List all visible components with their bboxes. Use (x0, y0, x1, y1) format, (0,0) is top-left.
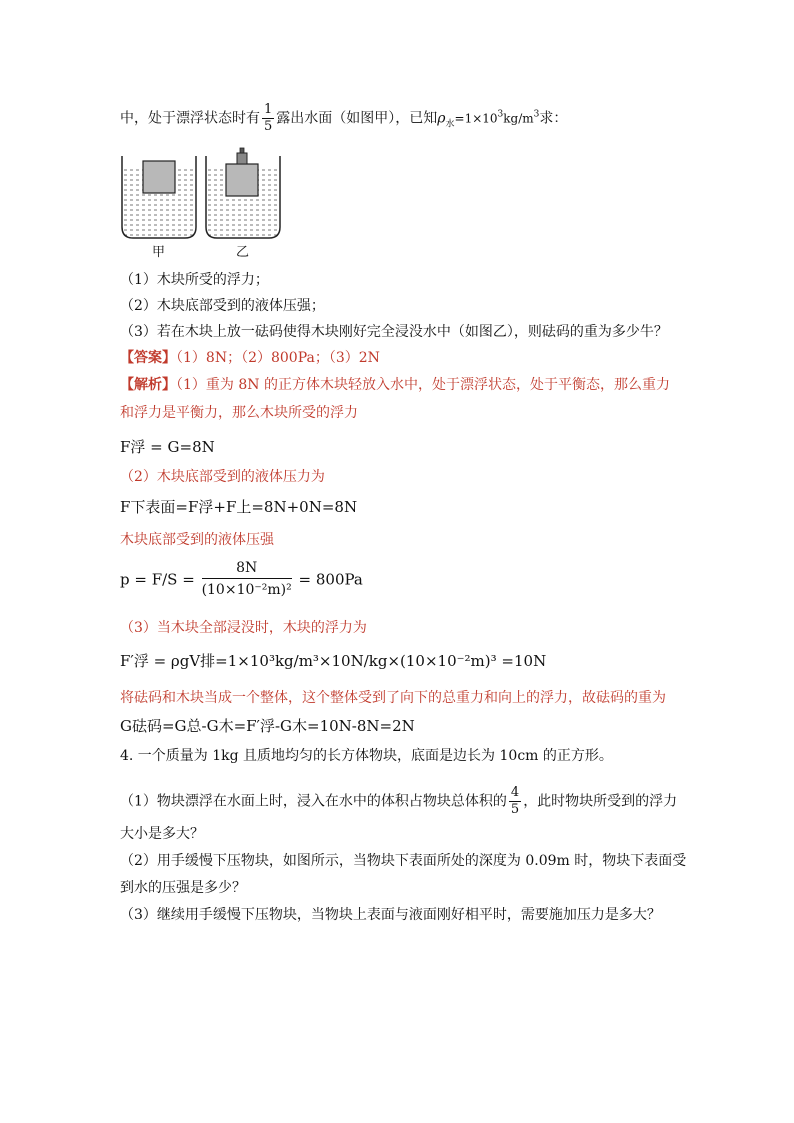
equation-1: F浮 = G=8N (120, 438, 215, 456)
p4q1-post: ，此时物块所受到的浮力 (523, 793, 678, 810)
intro-prefix: 中，处于漂浮状态时有 (120, 110, 260, 127)
beaker-figure (118, 143, 283, 263)
wood-block-a (143, 161, 175, 193)
q3-1: （1）木块所受的浮力； (120, 272, 269, 288)
analysis-line-6: 将砝码和木块当成一个整体，这个整体受到了向下的总重力和向上的浮力，故砝码的重为 (120, 690, 666, 706)
fraction-four-fifths (509, 785, 521, 818)
problem4-q1-cont: 大小是多大？ (120, 826, 204, 842)
rho-unit-exp: 3 (533, 109, 540, 120)
eq3-lhs: p = F/S = (120, 570, 195, 589)
fraction-one-fifth (262, 102, 274, 135)
equation-3 (120, 558, 363, 608)
analysis-text-1: （1）重为 8N 的正方体木块轻放入水中，处于漂浮状态，处于平衡态，那么重力 (176, 377, 670, 393)
answer-line (120, 348, 380, 368)
problem4-q3: （3）继续用手缓慢下压物块，当物块上表面与液面刚好相平时，需要施加压力是多大？ (120, 907, 661, 923)
problem4-q2a: （2）用手缓慢下压物块，如图所示，当物块下表面所处的深度为 0.09m 时，物块下表面受 (120, 853, 687, 869)
rho-symbol: ρ (437, 110, 446, 127)
eq3-den: (10×10⁻²m)² (201, 582, 292, 598)
equation-4: F′浮 = ρgV排=1×10³kg/m³×10N/kg×(10×10⁻²m)³ =10N (120, 652, 547, 670)
rho-exp: 3 (497, 109, 504, 120)
equation-5: G砝码=G总-G木=F′浮-G木=10N-8N=2N (120, 717, 415, 735)
beaker-b (206, 148, 280, 238)
analysis-line-5: （3）当木块全部浸没时，木块的浮力为 (120, 620, 367, 636)
frac-den: 5 (264, 119, 273, 134)
q3-3: （3）若在木块上放一砝码使得木块刚好完全浸没水中（如图乙），则砝码的重为多少牛？ (120, 324, 668, 340)
eq3-num: 8N (202, 558, 292, 579)
rho-sub: 水 (445, 119, 455, 130)
p4-frac-num: 4 (510, 785, 520, 800)
rho-value: =1×10 (454, 111, 498, 126)
beaker-a (122, 156, 196, 238)
intro-suffix: 求： (539, 110, 568, 127)
figure-label-a: 甲 (152, 245, 166, 260)
weight (237, 153, 247, 164)
q3-2: （2）木块底部受到的液体压强； (120, 298, 325, 314)
analysis-tag: 【解析】 (120, 377, 176, 393)
problem4-q2b: 到水的压强是多少？ (120, 880, 246, 896)
equation-2: F下表面=F浮+F上=8N+0N=8N (120, 498, 358, 516)
analysis-line-1 (120, 375, 670, 395)
wood-block-b (226, 164, 258, 196)
answer-tag: 【答案】 (120, 350, 176, 366)
intro-mid: 露出水面（如图甲），已知 (276, 110, 438, 127)
p4q1-pre: （1）物块漂浮在水面上时，浸入在水中的体积占物块总体积的 (120, 793, 507, 810)
problem4-q1 (120, 785, 677, 818)
analysis-line-4: 木块底部受到的液体压强 (120, 532, 274, 548)
eq3-rhs: = 800Pa (298, 570, 363, 589)
eq3-fraction (202, 558, 292, 601)
frac-num: 1 (264, 102, 273, 117)
answer-text: （1）8N；（2）800Pa；（3）2N (176, 350, 380, 366)
figure-label-b: 乙 (236, 245, 250, 260)
analysis-line-3: （2）木块底部受到的液体压力为 (120, 469, 325, 485)
intro-line (120, 102, 567, 135)
problem4-stem: 4. 一个质量为 1kg 且质地均匀的长方体物块，底面是边长为 10cm 的正方形。 (120, 748, 613, 764)
analysis-line-2: 和浮力是平衡力，那么木块所受的浮力 (120, 405, 358, 421)
p4-frac-den: 5 (510, 802, 520, 817)
rho-unit: kg/m (503, 111, 534, 126)
